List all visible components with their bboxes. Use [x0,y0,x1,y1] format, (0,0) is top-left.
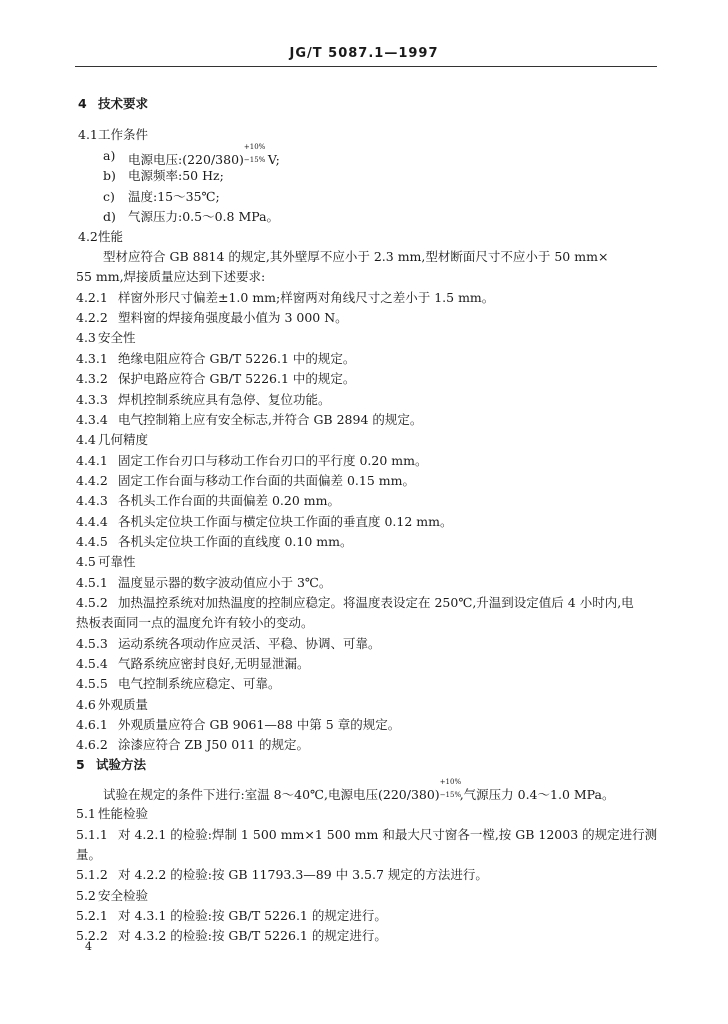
clause-text: 安全检验 [98,888,149,903]
clause-text: 量。 [76,847,102,862]
clause-number: 5 [76,757,85,772]
clause-number: 4.4.2 [76,473,108,488]
clause-text: 工作条件 [98,127,149,142]
clause-text: 可靠性 [98,554,136,569]
clause-number: 4.3.4 [76,412,108,427]
clause-number: 5.1.2 [76,867,108,882]
voltage-tolerance [439,778,462,799]
clause-text: 热板表面同一点的温度允许有较小的变动。 [76,615,314,630]
clause-text: 55 mm,焊接质量应达到下述要求: [76,269,266,284]
clause-text: 性能检验 [98,806,149,821]
clause-text-pre: 试验在规定的条件下进行:室温 8～40℃,电源电压(220/380) [103,787,440,802]
clause-number: d) [103,209,116,224]
clause-text-pre: 电源电压:(220/380) [128,152,244,167]
clause-number: 4.1 [78,127,98,142]
clause-text: 温度:15～35℃; [128,189,220,204]
clause-number: 4.2.2 [76,310,108,325]
tolerance-lower: −15% [439,791,462,799]
clause-number: a) [103,148,116,163]
clause-text [128,143,280,168]
clause-number: 4.5.1 [76,575,108,590]
clause-number: 5.2 [76,888,96,903]
clause-text: 各机头定位块工作面的直线度 0.10 mm。 [118,534,353,549]
clause-number: 4.4.1 [76,453,108,468]
clause-number: 4.3 [76,330,96,345]
clause-number: 5.1 [76,806,96,821]
tolerance-upper: +10% [243,143,266,151]
clause-number: 4.5.2 [76,595,108,610]
clause-number: 4.2 [78,229,98,244]
clause-number: 4.5.3 [76,636,108,651]
clause-number: 4.3.1 [76,351,108,366]
clause-text: 性能 [98,229,124,244]
clause-text: 外观质量 [98,697,149,712]
clause-number: c) [103,189,115,204]
clause-text: 气路系统应密封良好,无明显泄漏。 [118,656,310,671]
clause-number: 4.3.3 [76,392,108,407]
clause-text: 电气控制系统应稳定、可靠。 [118,676,281,691]
clause-text: 固定工作台面与移动工作台面的共面偏差 0.15 mm。 [118,473,415,488]
clause-text: 绝缘电阻应符合 GB/T 5226.1 中的规定。 [118,351,356,366]
clause-number: 5.1.1 [76,827,108,842]
clause-text: 运动系统各项动作应灵活、平稳、协调、可靠。 [118,636,381,651]
clause-text: 技术要求 [98,96,149,111]
clause-text: 加热温控系统对加热温度的控制应稳定。将温度表设定在 250℃,升温到设定值后 4 小时内,电 [118,595,634,610]
clause-text: 各机头定位块工作面与横定位块工作面的垂直度 0.12 mm。 [118,514,453,529]
clause-text: 外观质量应符合 GB 9061—88 中第 5 章的规定。 [118,717,401,732]
clause-text: 对 4.3.2 的检验:按 GB/T 5226.1 的规定进行。 [118,928,387,943]
clause-text: 固定工作台刃口与移动工作台刃口的平行度 0.20 mm。 [118,453,428,468]
clause-text: 焊机控制系统应具有急停、复位功能。 [118,392,331,407]
clause-text: 对 4.2.1 的检验:焊制 1 500 mm×1 500 mm 和最大尺寸窗各一樘,按 GB 12003 的规定进行测 [118,827,658,842]
clause-text: 试验方法 [96,757,147,772]
clause-text: 安全性 [98,330,136,345]
clause-number: 4.4.4 [76,514,108,529]
clause-number: 4.6.2 [76,737,108,752]
clause-text-post: V; [263,152,280,167]
clause-number: 4.5 [76,554,96,569]
clause-text: 电源频率:50 Hz; [128,168,224,183]
clause-number: 5.2.2 [76,928,108,943]
clause-text: 样窗外形尺寸偏差±1.0 mm;样窗两对角线尺寸之差小于 1.5 mm。 [118,290,495,305]
clause-text [103,778,615,803]
clause-text: 各机头工作台面的共面偏差 0.20 mm。 [118,493,340,508]
clause-number: 4.3.2 [76,371,108,386]
clause-number: 4.4.3 [76,493,108,508]
page-header: JG/T 5087.1—1997 [289,46,439,61]
clause-text: 温度显示器的数字波动值应小于 3℃。 [118,575,332,590]
clause-number: 4 [78,96,87,111]
clause-number: 4.4.5 [76,534,108,549]
clause-number: 5.2.1 [76,908,108,923]
clause-text: 对 4.2.2 的检验:按 GB 11793.3—89 中 3.5.7 规定的方法进行。 [118,867,488,882]
clause-number: b) [103,168,116,183]
page-number: 4 [85,940,92,953]
clause-text: 保护电路应符合 GB/T 5226.1 中的规定。 [118,371,356,386]
clause-text-post: ,气源压力 0.4～1.0 MPa。 [459,787,615,802]
clause-number: 4.5.5 [76,676,108,691]
clause-number: 4.5.4 [76,656,108,671]
clause-text: 气源压力:0.5～0.8 MPa。 [128,209,280,224]
header-rule [75,66,657,67]
tolerance-upper: +10% [439,778,462,786]
clause-number: 4.6 [76,697,96,712]
clause-text: 涂漆应符合 ZB J50 011 的规定。 [118,737,310,752]
clause-number: 4.6.1 [76,717,108,732]
tolerance-lower: −15% [243,156,266,164]
clause-text: 电气控制箱上应有安全标志,并符合 GB 2894 的规定。 [118,412,423,427]
clause-text: 几何精度 [98,432,149,447]
clause-text: 塑料窗的焊接角强度最小值为 3 000 N。 [118,310,348,325]
clause-text: 型材应符合 GB 8814 的规定,其外壁厚不应小于 2.3 mm,型材断面尺寸不应小于 50 mm× [103,249,609,264]
clause-number: 4.2.1 [76,290,108,305]
clause-text: 对 4.3.1 的检验:按 GB/T 5226.1 的规定进行。 [118,908,387,923]
clause-number: 4.4 [76,432,96,447]
voltage-tolerance [243,143,266,164]
